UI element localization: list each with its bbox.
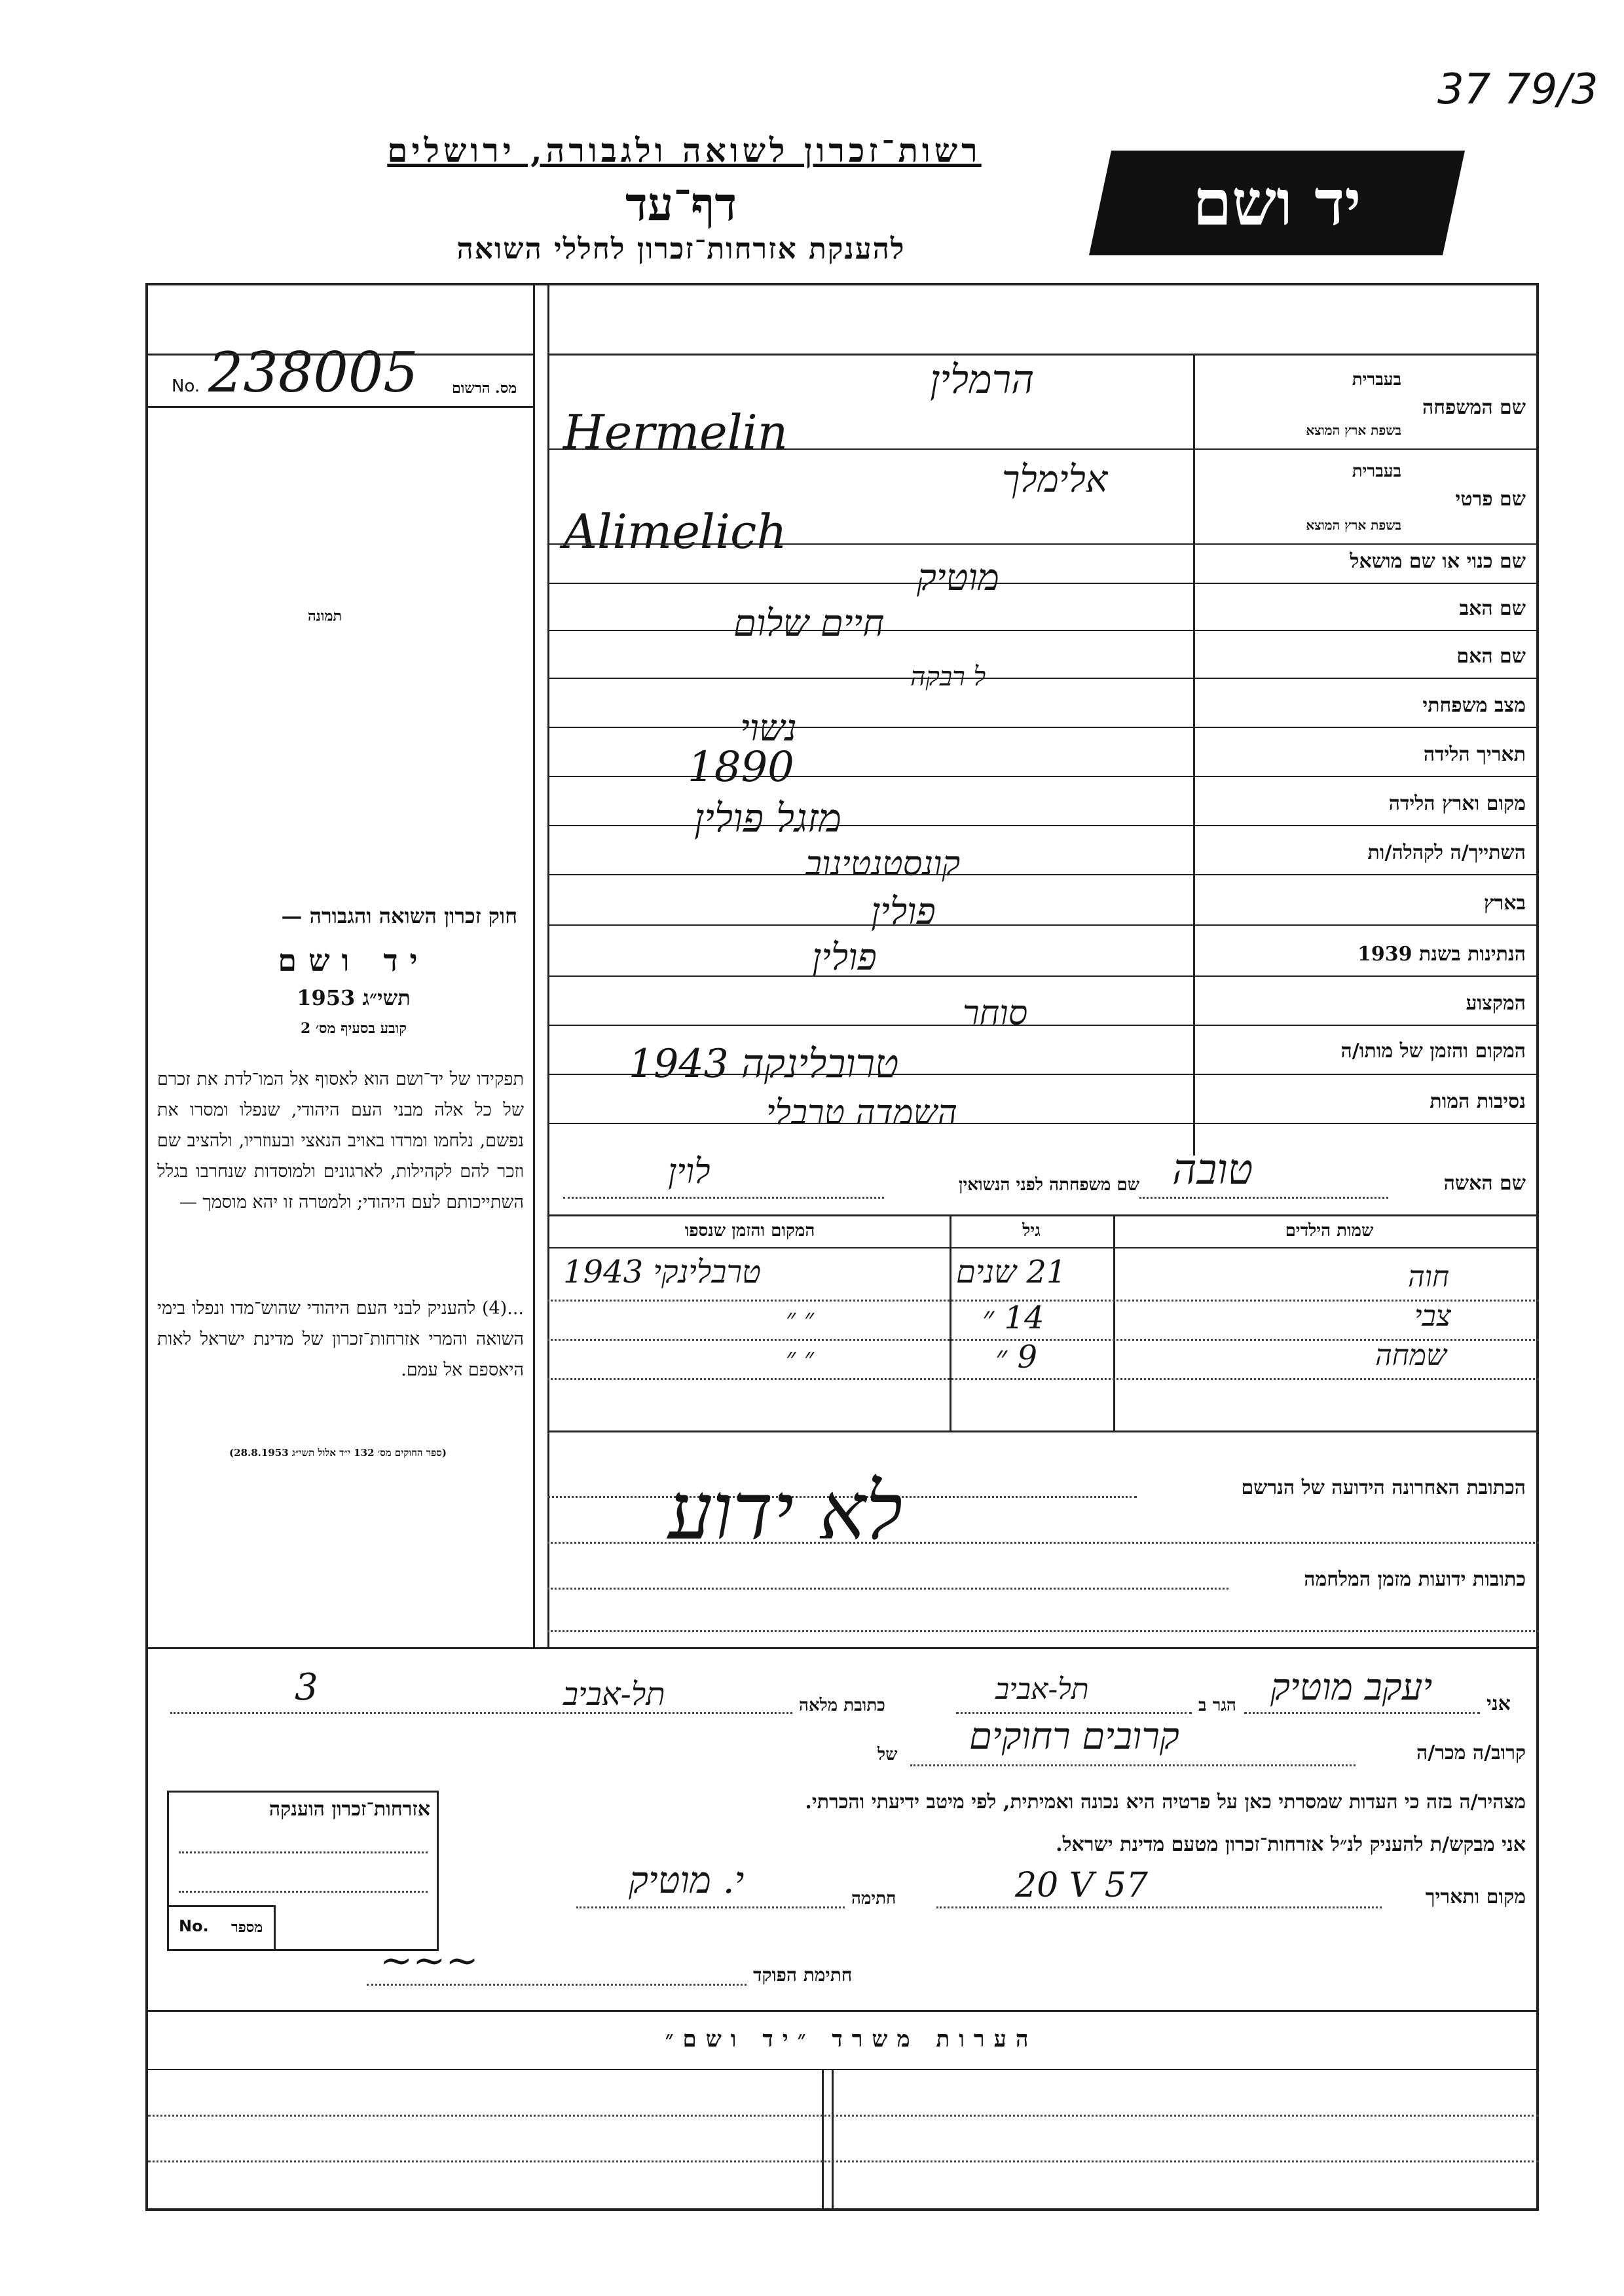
remarks-divider: [822, 2069, 824, 2210]
registration-number: 238005: [208, 340, 418, 405]
maiden-name-value: לוין: [668, 1152, 710, 1192]
family-name-hebrew-value: הרמלין: [930, 357, 1035, 403]
row-line: [547, 1025, 1539, 1026]
row-line: [547, 1074, 1539, 1075]
yad-vashem-logo: [1089, 151, 1465, 255]
profession-label: המקצוע: [1466, 992, 1526, 1015]
row-line: [547, 630, 1539, 631]
wife-value: טובה: [1172, 1146, 1253, 1194]
row-line: [547, 543, 1539, 545]
authority-line: רשות־זכרון לשואה ולגבורה, ירושלים: [387, 131, 982, 170]
father-label: שם האב: [1459, 597, 1526, 620]
child-place-time: ״ ״: [786, 1303, 815, 1334]
row-line: [547, 1214, 1539, 1216]
marital-status-label: מצב משפחתי: [1422, 694, 1526, 717]
reference-number: 37 79/3: [1437, 65, 1598, 114]
community-label: השתייך/ה לקהלה/ות: [1367, 841, 1526, 864]
full-address-value: תל-אביב: [563, 1676, 665, 1713]
row-line: [547, 924, 1539, 926]
birth-place-value: מזגל פולין: [694, 795, 842, 841]
remarks-top-line: [148, 2069, 1539, 2070]
house-number: 3: [295, 1666, 318, 1709]
wife-dotline: [1139, 1197, 1388, 1199]
country-value: פולין: [871, 890, 936, 933]
remarks-dotline: [148, 2115, 1539, 2117]
signature-label: חתימה: [851, 1889, 896, 1908]
child-age: 14 ״: [982, 1300, 1044, 1336]
box-inner-line: [169, 1905, 274, 1907]
full-address-label: כתובת מלאה: [799, 1696, 885, 1715]
father-value: חיים שלום: [733, 602, 885, 645]
marital-status-value: נשוי: [740, 707, 797, 750]
relation-of-label: של: [877, 1745, 898, 1764]
city-dotline: [956, 1712, 1192, 1714]
logo-text: יד ושם: [1192, 166, 1361, 240]
community-value: קונסטנטינוב: [805, 845, 961, 884]
declarant-city: תל-אביב: [995, 1673, 1089, 1706]
citizenship-granted-box: [167, 1791, 439, 1951]
first-name-label: שם פרטי: [1455, 488, 1526, 511]
citizenship-box-number-label: מספר: [231, 1919, 263, 1936]
row-line: [547, 874, 1539, 875]
first-name-hebrew-value: אלימלך: [1002, 458, 1108, 501]
children-place-header: המקום והזמן שנספו: [684, 1221, 815, 1241]
child-place-time: טרבלינקי 1943: [563, 1254, 762, 1290]
birth-place-label: מקום וארץ הלידה: [1388, 792, 1526, 815]
full-address-dotline: [170, 1712, 792, 1714]
photo-label: תמונה: [308, 608, 342, 625]
child-place-time: ״ ״: [786, 1343, 815, 1373]
signature-value: י. מוטיק: [629, 1859, 745, 1902]
row-line: [547, 678, 1539, 679]
form-title: דף־עד: [625, 177, 737, 231]
death-place-time-value: טרובלינקה 1943: [629, 1041, 899, 1087]
family-name-local-label: בשפת ארץ המוצא: [1306, 422, 1401, 438]
section-line: [148, 2010, 1539, 2012]
birth-date-value: 1890: [688, 743, 794, 792]
mother-label: שם האם: [1456, 645, 1526, 668]
form-subtitle: להענקת אזרחות־זכרון לחללי השואה: [456, 232, 906, 266]
child-name: צבי: [1414, 1300, 1451, 1333]
reg-underline: [148, 406, 534, 408]
declaration-line-1: מצהיר/ה בזה כי העדות שמסרתי כאן על פרטיה היא נכונה ואמיתית, לפי מיטב ידיעתי והכרתי.: [805, 1791, 1526, 1813]
citizenship-box-title: אזרחות־זכרון הוענקה: [268, 1798, 430, 1821]
death-circumstances-value: השמדה טרבלי: [766, 1093, 957, 1133]
family-name-hebrew-label: בעברית: [1352, 370, 1401, 390]
law-body-2: ...(4) להעניק לבני העם היהודי שהוש־מדו ונפלו בימי השואה והמרי אזרחות־זכרון של מדינת ישראל לאות היאספם אל עמם.: [157, 1298, 524, 1380]
declarant-prefix: אני: [1486, 1692, 1511, 1715]
declarant-dotline: [1244, 1712, 1480, 1714]
inner-divider: [547, 285, 549, 1647]
citizenship-1939-label: הנתינות בשנת 1939: [1357, 943, 1526, 966]
remarks-divider: [832, 2069, 834, 2210]
citizenship-box-no: No.: [179, 1917, 209, 1935]
citizenship-1939-value: פולין: [812, 936, 877, 979]
box-dotline: [179, 1851, 428, 1853]
signature-dotline: [576, 1906, 845, 1908]
row-line: [547, 825, 1539, 826]
reg-no-prefix: No.: [172, 376, 200, 396]
child-age: 21 שנים: [956, 1254, 1067, 1290]
birth-date-label: תאריך הלידה: [1423, 743, 1526, 766]
officer-dotline: [367, 1984, 747, 1986]
place-date-dotline: [936, 1906, 1382, 1908]
maiden-name-label: שם משפחתה לפני הנשואין: [958, 1175, 1139, 1195]
place-date-value: 20 V 57: [1015, 1866, 1148, 1905]
country-label: בארץ: [1483, 892, 1526, 915]
declaration-line-2: אני מבקש/ת להעניק לנ״ל אזרחות־זכרון מטעם מדינת ישראל.: [1056, 1833, 1526, 1856]
officer-signature: ~~~: [380, 1938, 479, 1984]
first-name-local-label: בשפת ארץ המוצא: [1306, 517, 1401, 533]
section-line: [148, 1647, 1539, 1649]
maiden-dotline: [563, 1197, 884, 1199]
officer-signature-label: חתימת הפוקד: [753, 1964, 853, 1986]
row-line: [547, 448, 1539, 450]
left-column-divider: [533, 285, 535, 1647]
family-name-local-value: Hermelin: [563, 405, 788, 460]
children-age-header: גיל: [1022, 1221, 1041, 1241]
remarks-dotline: [148, 2160, 1539, 2162]
address-dotline: [547, 1630, 1539, 1632]
nickname-label: שם כנוי או שם מושאל: [1350, 550, 1526, 573]
family-name-label: שם המשפחה: [1422, 396, 1526, 419]
children-names-header: שמות הילדים: [1285, 1221, 1374, 1241]
law-name: יד ושם: [278, 943, 430, 978]
law-year: תשי״ג 1953: [297, 985, 411, 1010]
first-name-hebrew-label: בעברית: [1352, 462, 1401, 481]
reg-top-line: [148, 354, 534, 355]
label-column-divider: [1193, 354, 1195, 1156]
row-line: [547, 1247, 1539, 1248]
fields-top-line: [547, 354, 1539, 355]
law-title: חוק זכרון השואה והגבורה —: [281, 903, 517, 928]
law-clause: קובע בסעיף מס׳ 2: [300, 1020, 407, 1037]
remarks-title: הערות משרד ״יד ושם״: [665, 2026, 1038, 2052]
marital-status-extra: ל רבקה: [910, 662, 986, 692]
reg-number-label: מס. הרשום: [452, 380, 517, 397]
row-line: [547, 1123, 1539, 1124]
relation-value: קרובים רחוקים: [969, 1715, 1179, 1758]
box-dotline: [179, 1891, 428, 1893]
row-line: [547, 776, 1539, 777]
profession-value: סוחר: [963, 994, 1028, 1033]
death-place-time-label: המקום והזמן של מותו/ה: [1340, 1040, 1526, 1063]
nickname-value: מוטיק: [917, 556, 999, 599]
law-source: (ספר החוקים מס׳ 132 י״ד אלול תשי״ג 28.8.1953): [229, 1447, 447, 1459]
row-line: [547, 1430, 1539, 1432]
child-age: 9 ״: [995, 1339, 1038, 1376]
declarant-name: יעקב מוטיק: [1270, 1666, 1433, 1709]
box-inner-divider: [274, 1905, 276, 1951]
child-name: שמחה: [1375, 1339, 1447, 1372]
last-address-label: הכתובת האחרונה הידועה של הנרשם: [1241, 1476, 1526, 1499]
death-circumstances-label: נסיבות המות: [1430, 1090, 1526, 1113]
relation-dotline: [910, 1764, 1356, 1766]
place-date-label: מקום ותאריך: [1425, 1886, 1526, 1908]
address-dotline: [547, 1588, 1228, 1590]
wartime-address-label: כתובות ידועות מזמן המלחמה: [1304, 1568, 1526, 1591]
row-dotline: [547, 1378, 1539, 1380]
lives-in-label: הגר ב: [1198, 1696, 1236, 1715]
address-value: לא ידוע: [668, 1467, 903, 1558]
row-line: [547, 583, 1539, 584]
row-line: [547, 975, 1539, 977]
row-line: [547, 727, 1539, 728]
first-name-local-value: Alimelich: [563, 504, 787, 559]
law-body: תפקידו של יד־ושם הוא לאסוף אל המו־לדת את זכרם של כל אלה מבני העם היהודי, שנפלו ומסרו את נפשם, נלחמו ומרדו באויב הנאצי ובעוזריו, ולהציב שם וזכר להם לקהילות, לארגונים ולמוסדות שנחרבו בגלל השתייכותם לעם היהודי; ולמטרה זו יהא מוסמך —: [157, 1069, 524, 1212]
relation-label: קרוב/ה מכר/ה: [1416, 1741, 1526, 1764]
child-name: חוה: [1408, 1260, 1450, 1294]
wife-label: שם האשה: [1443, 1172, 1526, 1195]
